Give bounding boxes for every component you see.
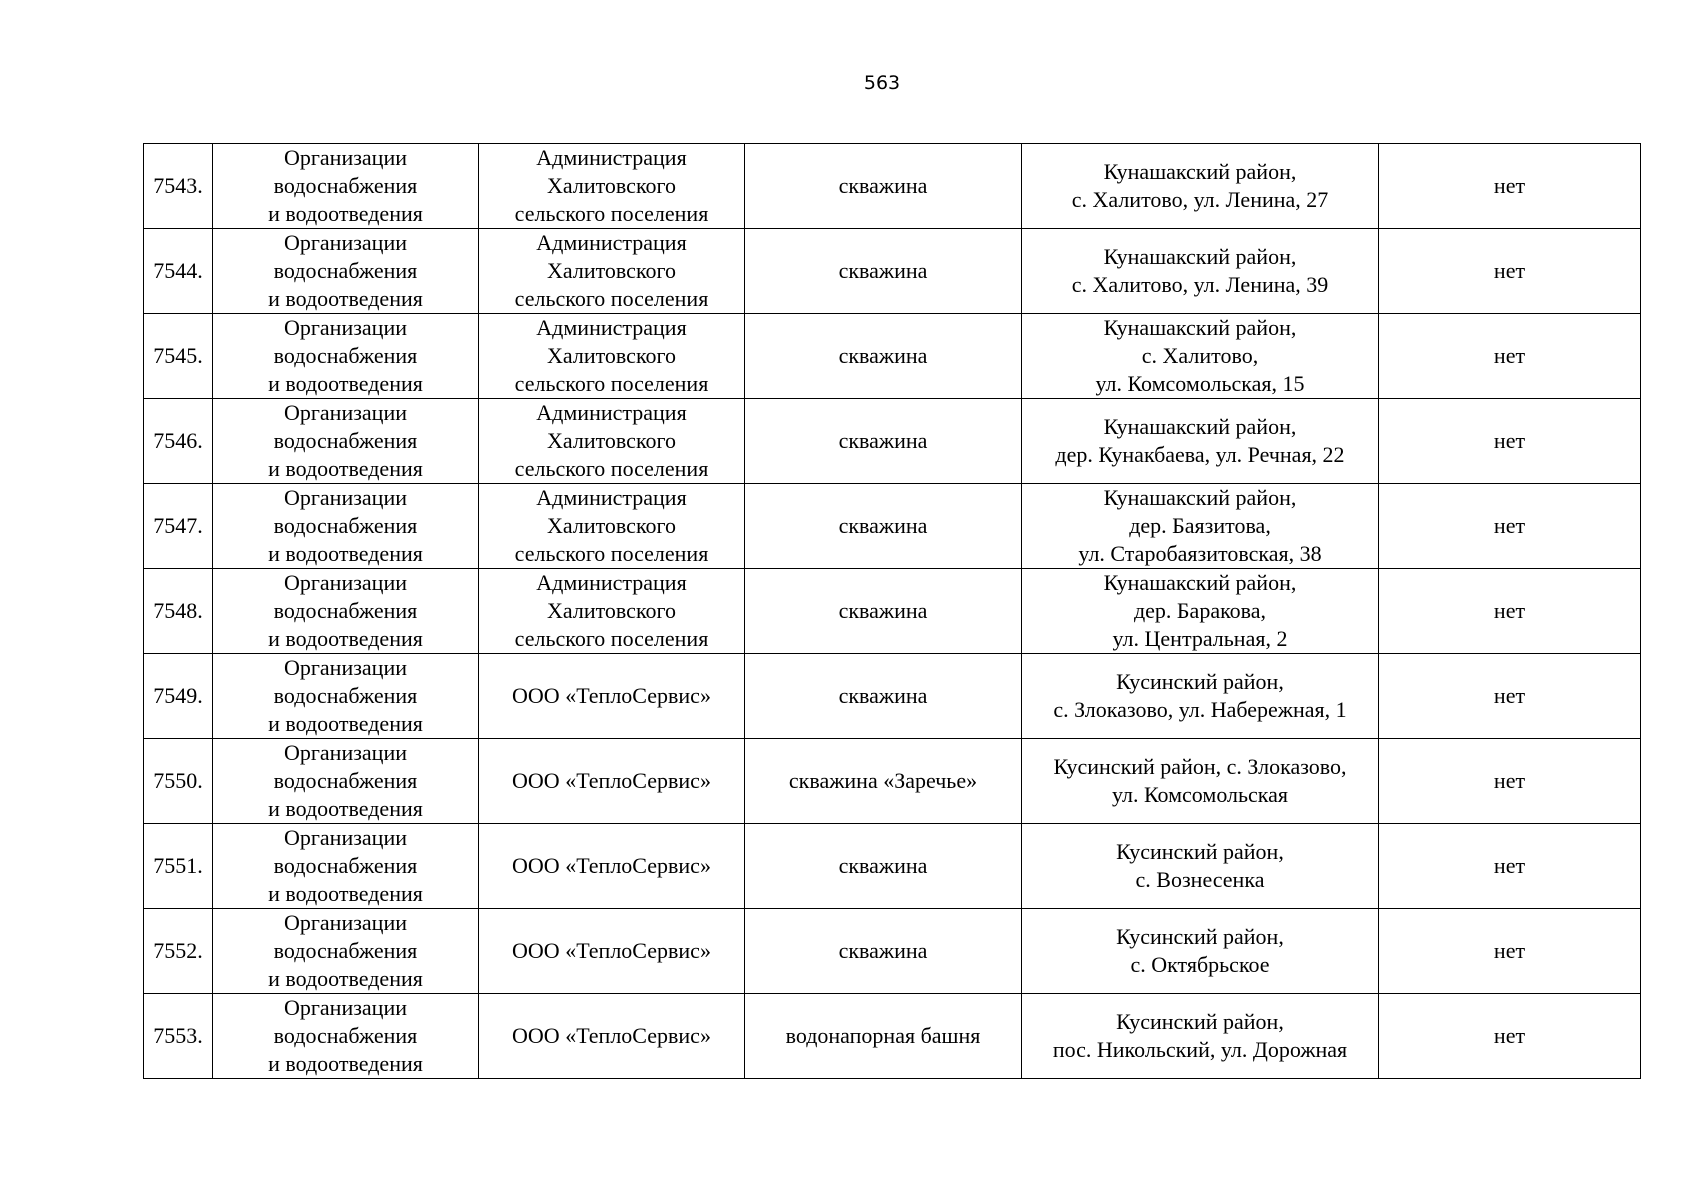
owner-cell: Администрация Халитовского сельского поселения bbox=[479, 144, 745, 229]
sector-cell: Организации водоснабжения и водоотведения bbox=[213, 314, 479, 399]
sector-cell: Организации водоснабжения и водоотведения bbox=[213, 399, 479, 484]
owner-cell: ООО «ТеплоСервис» bbox=[479, 824, 745, 909]
table-row bbox=[144, 399, 1641, 484]
row-number-cell: 7548. bbox=[144, 569, 213, 654]
object-type-cell: скважина bbox=[745, 654, 1022, 739]
address-cell: Кусинский район, с. Злоказово, ул. Набережная, 1 bbox=[1022, 654, 1379, 739]
object-type-cell: скважина bbox=[745, 824, 1022, 909]
sector-cell: Организации водоснабжения и водоотведения bbox=[213, 654, 479, 739]
address-cell: Кунашакский район, дер. Баракова, ул. Центральная, 2 bbox=[1022, 569, 1379, 654]
table-row bbox=[144, 824, 1641, 909]
table-row bbox=[144, 569, 1641, 654]
object-type-cell: скважина bbox=[745, 484, 1022, 569]
owner-cell: ООО «ТеплоСервис» bbox=[479, 654, 745, 739]
object-type-cell: скважина bbox=[745, 229, 1022, 314]
owner-cell: Администрация Халитовского сельского поселения bbox=[479, 229, 745, 314]
table-row bbox=[144, 654, 1641, 739]
flag-cell: нет bbox=[1379, 909, 1641, 994]
address-cell: Кусинский район, с. Октябрьское bbox=[1022, 909, 1379, 994]
sector-cell: Организации водоснабжения и водоотведения bbox=[213, 994, 479, 1079]
address-cell: Кунашакский район, с. Халитово, ул. Комсомольская, 15 bbox=[1022, 314, 1379, 399]
sector-cell: Организации водоснабжения и водоотведения bbox=[213, 909, 479, 994]
table-row bbox=[144, 484, 1641, 569]
sector-cell: Организации водоснабжения и водоотведения bbox=[213, 229, 479, 314]
table-row bbox=[144, 144, 1641, 229]
object-type-cell: скважина bbox=[745, 144, 1022, 229]
sector-cell: Организации водоснабжения и водоотведения bbox=[213, 484, 479, 569]
object-type-cell: скважина bbox=[745, 314, 1022, 399]
table-row bbox=[144, 739, 1641, 824]
address-cell: Кусинский район, с. Вознесенка bbox=[1022, 824, 1379, 909]
object-type-cell: скважина bbox=[745, 399, 1022, 484]
address-cell: Кунашакский район, дер. Баязитова, ул. Старобаязитовская, 38 bbox=[1022, 484, 1379, 569]
row-number-cell: 7546. bbox=[144, 399, 213, 484]
table-row bbox=[144, 909, 1641, 994]
object-type-cell: скважина «Заречье» bbox=[745, 739, 1022, 824]
flag-cell: нет bbox=[1379, 144, 1641, 229]
flag-cell: нет bbox=[1379, 569, 1641, 654]
flag-cell: нет bbox=[1379, 229, 1641, 314]
row-number-cell: 7544. bbox=[144, 229, 213, 314]
address-cell: Кусинский район, пос. Никольский, ул. Дорожная bbox=[1022, 994, 1379, 1079]
owner-cell: Администрация Халитовского сельского поселения bbox=[479, 569, 745, 654]
row-number-cell: 7545. bbox=[144, 314, 213, 399]
address-cell: Кунашакский район, с. Халитово, ул. Ленина, 27 bbox=[1022, 144, 1379, 229]
flag-cell: нет bbox=[1379, 484, 1641, 569]
page-number: 563 bbox=[863, 72, 901, 94]
object-type-cell: скважина bbox=[745, 909, 1022, 994]
flag-cell: нет bbox=[1379, 654, 1641, 739]
address-cell: Кунашакский район, с. Халитово, ул. Ленина, 39 bbox=[1022, 229, 1379, 314]
row-number-cell: 7550. bbox=[144, 739, 213, 824]
flag-cell: нет bbox=[1379, 739, 1641, 824]
owner-cell: ООО «ТеплоСервис» bbox=[479, 739, 745, 824]
owner-cell: ООО «ТеплоСервис» bbox=[479, 994, 745, 1079]
owner-cell: Администрация Халитовского сельского поселения bbox=[479, 314, 745, 399]
object-type-cell: водонапорная башня bbox=[745, 994, 1022, 1079]
sector-cell: Организации водоснабжения и водоотведения bbox=[213, 824, 479, 909]
owner-cell: Администрация Халитовского сельского поселения bbox=[479, 399, 745, 484]
flag-cell: нет bbox=[1379, 399, 1641, 484]
sector-cell: Организации водоснабжения и водоотведения bbox=[213, 739, 479, 824]
flag-cell: нет bbox=[1379, 314, 1641, 399]
registry-table-body bbox=[144, 144, 1641, 1079]
flag-cell: нет bbox=[1379, 824, 1641, 909]
row-number-cell: 7552. bbox=[144, 909, 213, 994]
table-row bbox=[144, 229, 1641, 314]
row-number-cell: 7553. bbox=[144, 994, 213, 1079]
owner-cell: Администрация Халитовского сельского поселения bbox=[479, 484, 745, 569]
owner-cell: ООО «ТеплоСервис» bbox=[479, 909, 745, 994]
row-number-cell: 7543. bbox=[144, 144, 213, 229]
sector-cell: Организации водоснабжения и водоотведения bbox=[213, 144, 479, 229]
registry-table bbox=[143, 143, 1641, 1079]
flag-cell: нет bbox=[1379, 994, 1641, 1079]
sector-cell: Организации водоснабжения и водоотведения bbox=[213, 569, 479, 654]
address-cell: Кусинский район, с. Злоказово, ул. Комсомольская bbox=[1022, 739, 1379, 824]
table-row bbox=[144, 994, 1641, 1079]
object-type-cell: скважина bbox=[745, 569, 1022, 654]
row-number-cell: 7549. bbox=[144, 654, 213, 739]
row-number-cell: 7551. bbox=[144, 824, 213, 909]
row-number-cell: 7547. bbox=[144, 484, 213, 569]
address-cell: Кунашакский район, дер. Кунакбаева, ул. Речная, 22 bbox=[1022, 399, 1379, 484]
table-row bbox=[144, 314, 1641, 399]
